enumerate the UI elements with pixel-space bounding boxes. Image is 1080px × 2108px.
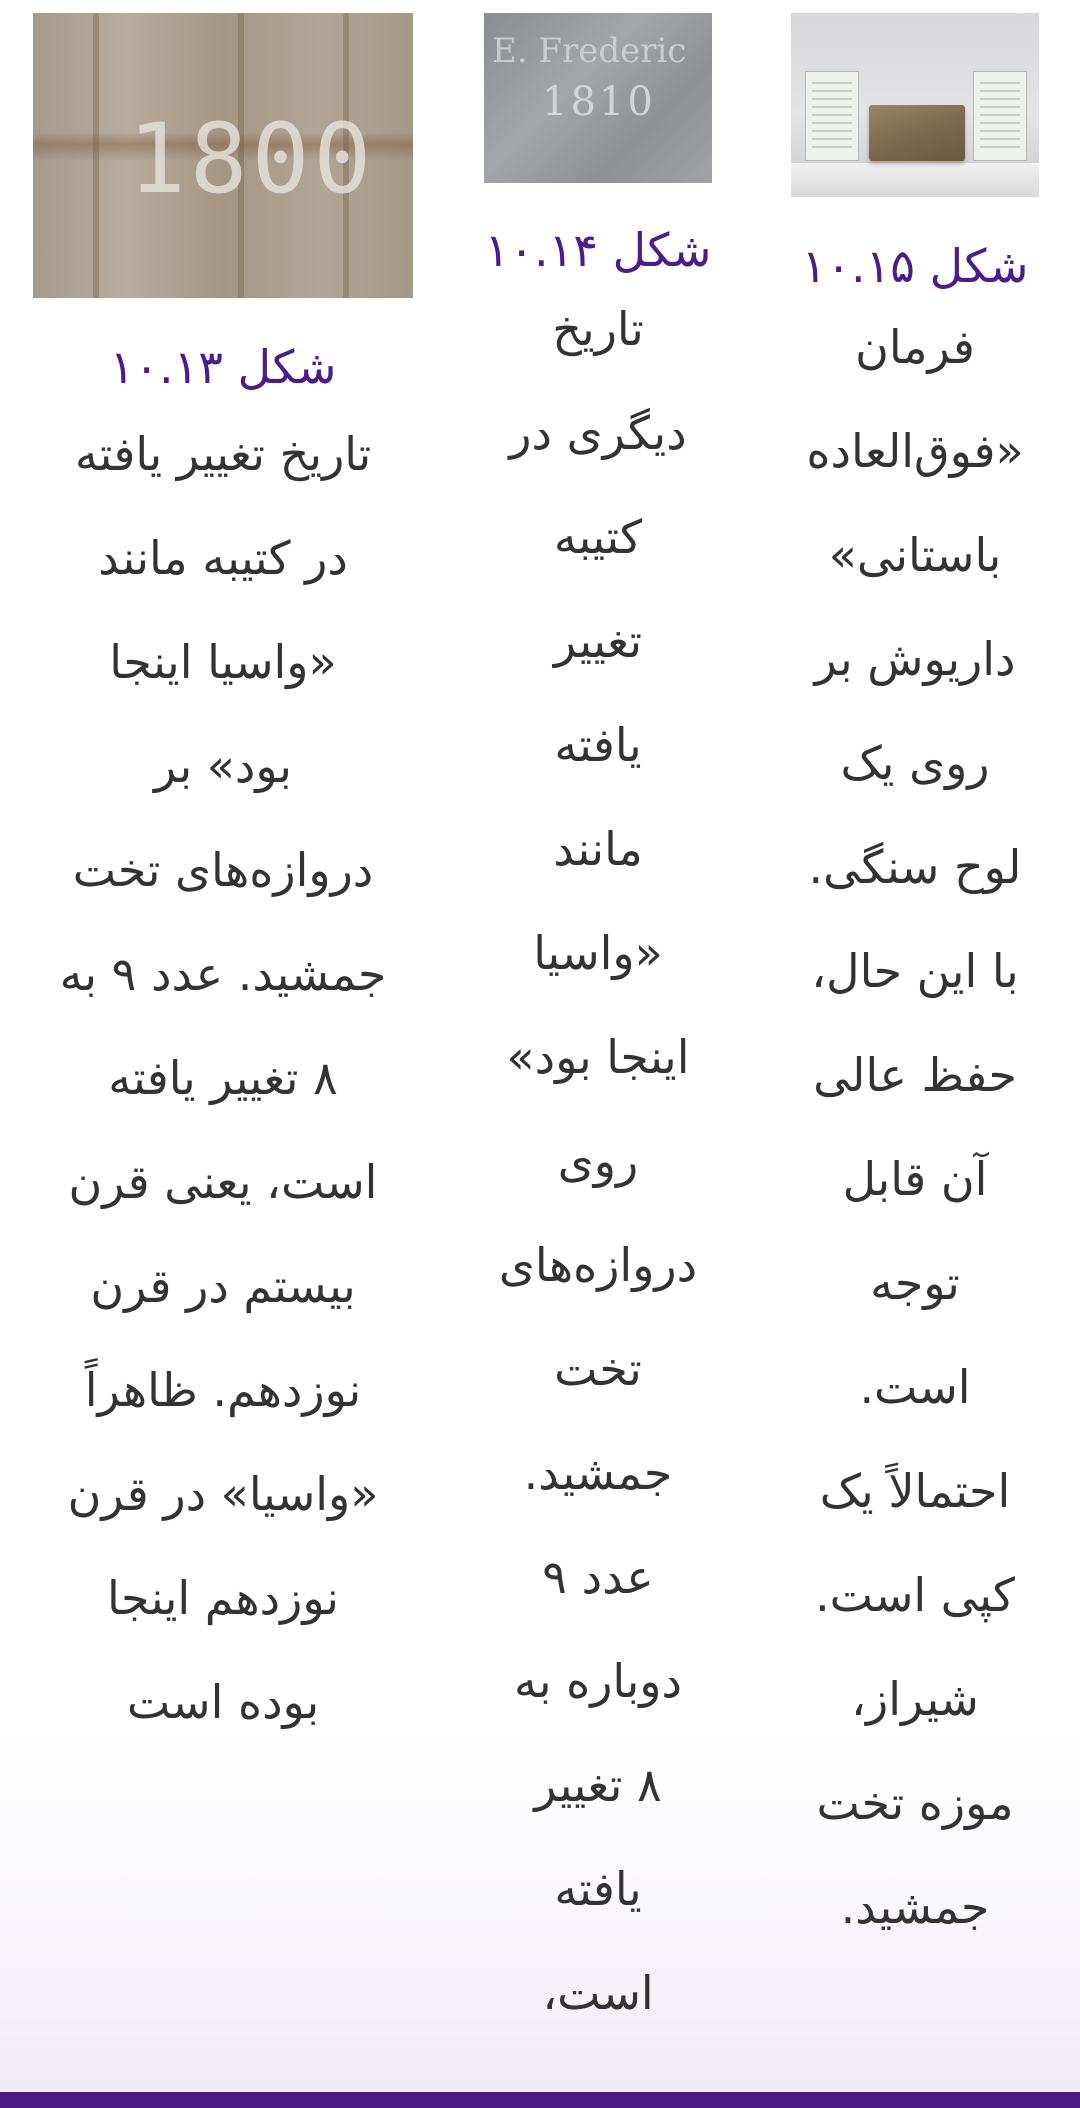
caption-line: اینجا بود»: [506, 1030, 690, 1084]
caption-line: جمشید.: [840, 1880, 990, 1934]
figure-10-13: [28, 0, 418, 1754]
caption-line: کپی است.: [815, 1568, 1015, 1622]
caption-line: مانند: [553, 822, 643, 876]
stone-tablet: [869, 105, 965, 161]
carved-name: E. Frederic: [492, 31, 687, 71]
caption-line: در کتیبه مانند: [98, 531, 348, 585]
caption-line: دروازه‌های: [498, 1238, 698, 1292]
caption-line: احتمالاً یک: [819, 1464, 1011, 1518]
figure-title: شکل ۱۰.۱۴: [484, 223, 712, 277]
caption-line: تغییر: [553, 614, 643, 668]
figure-title: شکل ۱۰.۱۵: [801, 239, 1029, 293]
caption-line: داریوش بر: [814, 632, 1016, 686]
stain-streak: [93, 13, 99, 298]
caption-line: توجه: [870, 1256, 960, 1310]
caption-line: بوده است: [126, 1675, 320, 1729]
caption-line: تاریخ: [552, 302, 644, 356]
caption-line: تاریخ تغییر یافته: [74, 427, 372, 481]
caption-line: دروازه‌های تخت: [72, 843, 374, 897]
caption-line: باستانی»: [828, 528, 1002, 582]
caption-line: است، یعنی قرن: [68, 1155, 378, 1209]
caption-line: روی: [557, 1134, 639, 1188]
figure-caption: [60, 402, 387, 1754]
caption-line: «واسیا» در قرن: [67, 1467, 379, 1521]
caption-line: با این حال،: [811, 944, 1019, 998]
bottom-accent-bar: [0, 2092, 1080, 2108]
caption-line: یافته: [554, 718, 642, 772]
figure-10-15: [770, 0, 1060, 1959]
caption-line: موزه تخت: [816, 1776, 1014, 1830]
caption-line: «واسیا اینجا: [109, 635, 337, 689]
inscription-photo-1800: [33, 13, 413, 298]
caption-line: جمشید. عدد ۹ به: [59, 947, 387, 1001]
figure-caption: [806, 295, 1023, 1959]
caption-line: ۸ تغییر: [534, 1758, 662, 1812]
caption-line: است،: [542, 1966, 654, 2020]
museum-label-card: [805, 71, 859, 161]
caption-line: نوزدهم. ظاهراً: [84, 1363, 362, 1417]
stone-tablet-photo: [791, 13, 1039, 197]
caption-line: «فوق‌العاده: [806, 424, 1024, 478]
caption-line: دیگری در: [509, 406, 687, 460]
figure-title: شکل ۱۰.۱۳: [109, 340, 337, 394]
caption-line: دوباره به: [514, 1654, 682, 1708]
caption-line: ۸ تغییر یافته: [108, 1051, 338, 1105]
caption-line: تخت: [554, 1342, 642, 1396]
museum-label-card: [973, 71, 1027, 161]
caption-line: بود» بر: [153, 739, 292, 793]
carved-date: 1800: [128, 103, 376, 215]
caption-line: است.: [859, 1360, 971, 1414]
caption-line: جمشید.: [523, 1446, 673, 1500]
caption-line: شیراز،: [851, 1672, 979, 1726]
caption-line: فرمان: [855, 320, 975, 374]
caption-line: روی یک: [840, 736, 990, 790]
inscription-photo-1810: [484, 13, 712, 183]
caption-line: نوزدهم اینجا: [107, 1571, 339, 1625]
caption-line: لوح سنگی.: [808, 840, 1022, 894]
display-shelf: [791, 163, 1039, 197]
caption-line: بیستم در قرن: [90, 1259, 356, 1313]
caption-line: «واسیا: [533, 926, 663, 980]
figure-10-14: [478, 0, 718, 2045]
caption-line: عدد ۹: [542, 1550, 654, 1604]
caption-line: کتیبه: [553, 510, 643, 564]
carved-date: 1810: [542, 79, 656, 125]
caption-line: یافته: [554, 1862, 642, 1916]
caption-line: آن قابل: [842, 1152, 988, 1206]
figure-caption: [499, 277, 697, 2045]
caption-line: حفظ عالی: [813, 1048, 1017, 1102]
